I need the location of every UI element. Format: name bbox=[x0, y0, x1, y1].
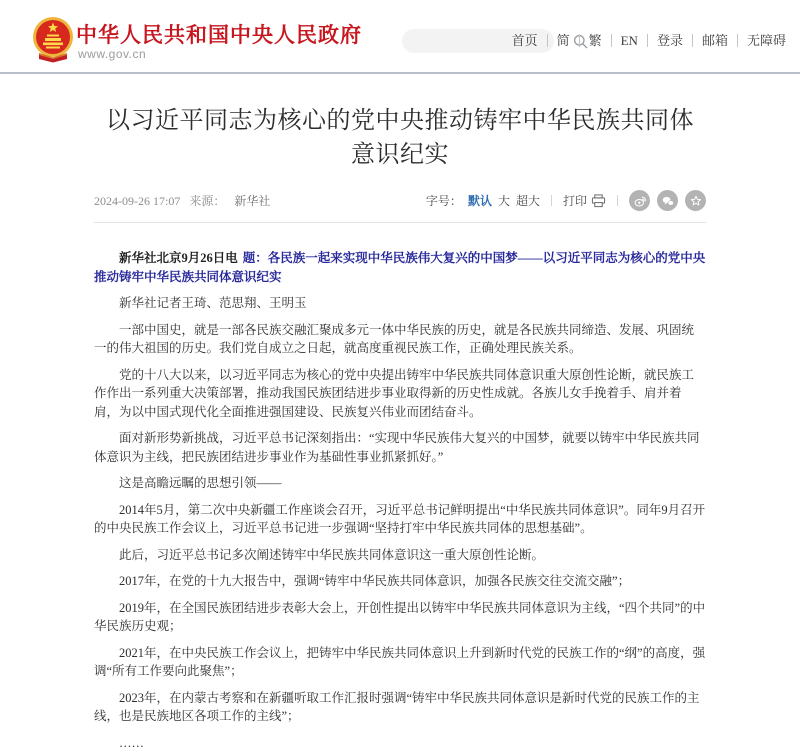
lead-paragraph bbox=[94, 249, 706, 286]
article-title: 以习近平同志为核心的党中央推动铸牢中华民族共同体意识纪实 bbox=[106, 107, 694, 168]
printer-icon bbox=[591, 194, 606, 208]
nav-link[interactable]: 首页 bbox=[511, 33, 538, 48]
print-label: 打印 bbox=[562, 194, 587, 208]
article-paragraph: 面对新形势新挑战，习近平总书记深刻指出：“实现中华民族伟大复兴的中国梦，就要以铸牢中华民族共同体意识为主线，把民族团结进步事业作为基础性事业抓紧抓好。” bbox=[94, 431, 700, 464]
divider bbox=[617, 195, 618, 206]
site-url: www.gov.cn bbox=[78, 47, 147, 61]
nav-link[interactable]: 简 bbox=[547, 34, 579, 47]
article-body bbox=[94, 249, 706, 751]
nav-link[interactable]: 登录 bbox=[647, 34, 692, 47]
article-paragraph: 2017年，在党的十九大报告中，强调“铸牢中华民族共同体意识，加强各民族交往交流交融”； bbox=[119, 574, 631, 588]
article-meta-controls bbox=[426, 190, 706, 211]
font-size-xlarge-button[interactable]: 超大 bbox=[515, 194, 540, 208]
share-favorite-star-icon[interactable] bbox=[685, 190, 706, 211]
share-wechat-icon[interactable] bbox=[657, 190, 678, 211]
article-paragraph: 党的十八大以来，以习近平同志为核心的党中央提出铸牢中华民族共同体意识重大原创性论断，就民族工作作出一系列重大决策部署，推动我国民族团结进步事业取得新的历史性成就。各族儿女手挽着手、肩并着肩，为以中国式现代化全面推进强国建设、民族复兴伟业而团结奋斗。 bbox=[94, 367, 695, 419]
source-name[interactable]: 新华社 bbox=[234, 194, 271, 208]
article-paragraph: 2019年，在全国民族团结进步表彰大会上，开创性提出以铸牢中华民族共同体意识为主线，“四个共同”的中华民族历史观； bbox=[94, 600, 706, 633]
article-paragraph: 这是高瞻远瞩的思想引领—— bbox=[119, 476, 282, 490]
article-paragraph: 2023年，在内蒙古考察和在新疆听取工作汇报时强调“铸牢中华民族共同体意识是新时代党的民族工作的主线，也是民族地区各项工作的主线”； bbox=[94, 690, 700, 723]
article-paragraph: …… bbox=[119, 735, 144, 750]
article-paragraph: 2014年5月，第二次中央新疆工作座谈会召开，习近平总书记鲜明提出“中华民族共同体意识”。同年9月召开的中央民族工作会议上，习近平总书记进一步强调“坚持打牢中华民族共同体的思想基础”。 bbox=[94, 502, 706, 535]
article-paragraph: 一部中国史，就是一部各民族交融汇聚成多元一体中华民族的历史，就是各民族共同缔造、发展、巩固统一的伟大祖国的历史。我们党自成立之日起，就高度重视民族工作，正确处理民族关系。 bbox=[94, 322, 695, 355]
divider bbox=[551, 195, 552, 206]
article-paragraph: 此后，习近平总书记多次阐述铸牢中华民族共同体意识这一重大原创性论断。 bbox=[119, 547, 545, 562]
site-title: 中华人民共和国中央人民政府 bbox=[76, 24, 362, 47]
national-emblem-icon bbox=[32, 16, 74, 63]
font-size-label: 字号： bbox=[425, 194, 462, 208]
nav-link[interactable]: 邮箱 bbox=[692, 34, 737, 47]
paragraph-list bbox=[94, 294, 706, 751]
top-nav bbox=[503, 34, 786, 47]
nav-link[interactable]: EN bbox=[611, 34, 647, 47]
share-weibo-icon[interactable] bbox=[629, 190, 650, 211]
source-label: 来源： bbox=[189, 194, 226, 208]
share-icons bbox=[629, 190, 706, 211]
article-container bbox=[94, 104, 706, 751]
article-paragraph: 2021年，在中央民族工作会议上，把铸牢中华民族共同体意识上升到新时代党的民族工作的“纲”的高度，强调“所有工作要向此聚焦”； bbox=[94, 645, 706, 678]
article-meta-row bbox=[94, 190, 706, 223]
lead-headline: 题：各民族一起来实现中华民族伟大复兴的中国梦——以习近平同志为核心的党中央推动铸牢中华民族共同体意识纪实 bbox=[94, 251, 706, 284]
dateline: 新华社北京9月26日电 bbox=[119, 251, 238, 265]
publish-date: 2024-09-26 17:07 bbox=[94, 194, 181, 208]
article-paragraph: 新华社记者王琦、范思翔、王明玉 bbox=[119, 296, 307, 310]
article-meta-left bbox=[94, 192, 276, 209]
nav-link[interactable]: 繁 bbox=[579, 34, 611, 47]
font-size-default-button[interactable]: 默认 bbox=[467, 194, 492, 208]
nav-link[interactable]: 无障碍 bbox=[737, 34, 786, 47]
font-size-large-button[interactable]: 大 bbox=[497, 194, 510, 208]
print-button[interactable] bbox=[563, 192, 606, 209]
site-header bbox=[0, 0, 800, 74]
